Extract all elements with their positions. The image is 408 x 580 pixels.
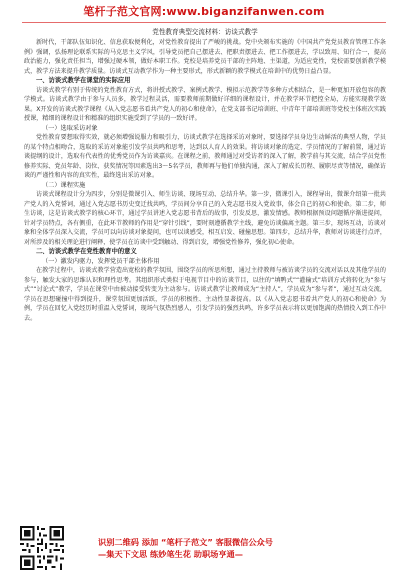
footer-line-slogan: —集天下文思 练妙笔生花 助职场亨通— [98,549,243,559]
subsection-heading: （一）激发内驱力，发挥党员干部主体作用 [42,257,160,265]
section-heading: 二、访谈式教学在党性教育中的意义 [36,248,137,255]
section-heading: 一、访谈式教学在课堂的实际应用 [36,77,131,84]
article-paragraph: 访谈式教学有别于传统的党性教育方式，将讲授式教学、案例式教学、模拟示范教学等多种方式相结合，是一种更加开放包容的教学模式。访谈式教学由于参与人员多，教学过程灵活，需要教师前期做好详细的课程设计，并在教学环节把控全局，方能实现教学效果。X开发的访谈式教学课程《从入党志愿书看共产党人的初心和使命》，在党支部书记培训班、中青年干部培训班等党校主体班次实践授课，精细的课程设计和精准的组织实施受到了学员的一致好评。 [24,86,386,122]
footer-promo [98,536,398,560]
site-title[interactable]: 笔杆子范文官网:www.biganzifanwen.com [83,5,325,18]
article-paragraph: 党性教育要想取得实效，就必须增强说服力和吸引力，访谈式教学在选择采访对象时，要选择学员身边生动鲜活的典型人物，学员的某个特点相吻合，选取的采访对象能引发学员共鸣和思考，达到以人育人的效果。将访谈对象的选定、学员情况的了解前置，通过访谈提纲的设计，选取有代表性的优秀党员作为访谈嘉宾。在课程之前，教师通过对受访者的深入了解，教学前与其交流，结合学员党性修养实际、党员年龄、岗位、获奖情况等因素选出3～5名学员，教师再与他们单独沟通，深入了解成长历程、履职尽责等情况，确保访谈的严谨性和内容的真实性，最终选出采访对象。 [24,134,386,179]
article [24,28,386,514]
article-paragraph: 新时代，干部队伍知识化、信息获取便利化，对党性教育提出了严峻的挑战。党中央颁布实施的《中国共产党党员教育管理工作条例》强调，弘扬理论联系实际的马克思主义学风，引导党员把自己摆进去、把职责摆进去、把工作摆进去，学以致用、知行合一，提高政治能力，强化责任担当，增强过硬本领，做好本职工作。党校是培养党员干部的主阵地、主渠道，为适应党性，党校需要创新教学模式，教学方法来提升教学质量。访谈式互动教学作为一种主要形式，形式新颖的教学模式在培训中的优势日益凸显。 [24,39,386,75]
subsection-heading: （二）课程实施 [42,181,86,189]
footer-line-wechat: 识别二维码 添加 “笔杆子范文” 客服微信公众号 [98,537,273,547]
site-header [0,0,408,22]
footer-banner [0,518,408,580]
article-paragraph: 在教学过程中，访谈式教学营造出宽松的教学氛围，围绕学员的所思所想，通过主持教师与被访谈学员的交流对话以及其他学员的参与，触发大家的思维认识和理性思考。其组织形式类似于电视节目中的访谈节目，以往的“填鸭式”“灌输式”培训方式将转化为“参与式”“讨论式”教学，学员在课堂中由被动接受转变为主动参与。访谈式教学让教师成为“主持人”，学员成为“参与者”，通过互动交流，学员在思想碰撞中得到提升，课堂氛围更加活跃，学员的积极性、主动性显著提高。以《从入党志愿书看共产党人的初心和使命》为例，学员在回忆入党经历时重温入党誓词，现场气氛热烈感人，引发学员的强烈共鸣，许多学员表示将以更加饱满的热情投入到工作中去。 [24,267,386,322]
header-divider [22,22,386,23]
qr-code-image[interactable] [20,526,64,570]
article-title: 党性教育典型交流材料：访谈式教学 [152,28,258,36]
subsection-heading: （一）选取采访对象 [42,124,98,132]
article-paragraph: 访谈式课程设计分为四步，分别是微课引入、师生访谈、现场互动、总结升华。第一步，微课引入，课程导出，微课介绍第一批共产党人的入党誓词，通过入党志愿书历史变迁找共鸣，学员间分享自己的入党志愿书及入党故事，体会自己的初心和使命。第二步，师生访谈，这是访谈式教学的核心环节，通过学员讲述入党志愿书背后的故事，引发反思，激发情感。教师根据预设问题循序渐进提问，针对学员特点，各有侧重，在此环节教师的作用是“穿针引线”，要时刻遵循教学主线，避免访谈偏离主题。第三步，现场互动，访谈对象和全体学员深入交流，学员可以向访谈对象提问，也可以谈感受，相互启发、碰撞思想。第四步，总结升华，教师对访谈进行点评，对所涉及的相关理论进行阐释，使学员在访谈中受到触动、得到启发，增强党性修养，强化初心使命。 [24,191,386,246]
